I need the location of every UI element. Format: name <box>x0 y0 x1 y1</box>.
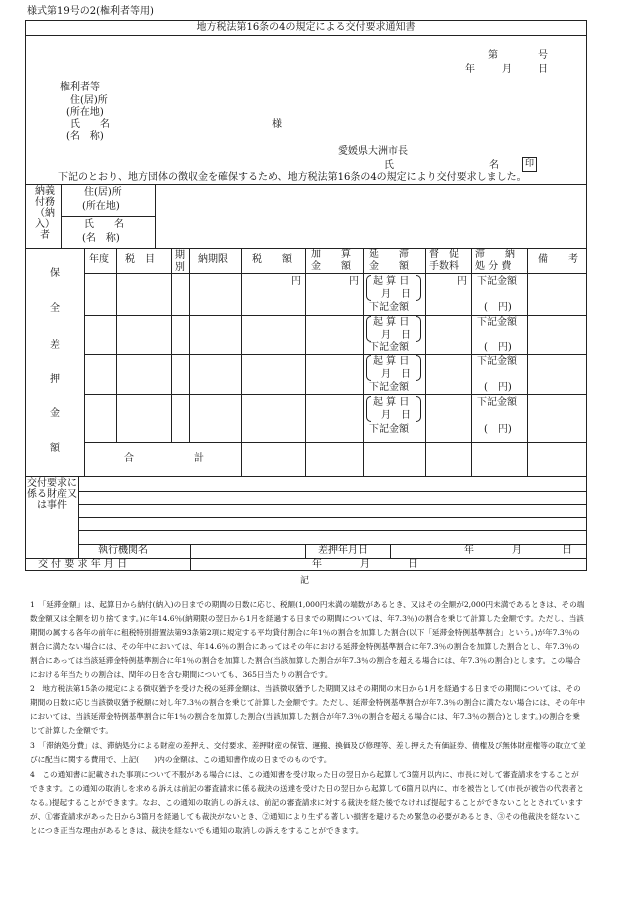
side-char-5: 金 <box>50 408 60 419</box>
col-entai-1: 延 滞 <box>369 249 409 260</box>
notes <box>30 598 586 838</box>
col-tokusoku-2: 手数料 <box>429 261 459 272</box>
row2-taino-yen: ( 円) <box>484 342 512 353</box>
col-tokusoku-1: 督 促 <box>429 249 459 260</box>
side-char-4: 押 <box>50 374 60 385</box>
col-noukigen: 納期限 <box>198 254 228 265</box>
obligor-label: 納義付務（納入）者 <box>35 186 55 241</box>
row4-taino-kakin: 下記金額 <box>477 397 517 408</box>
note-1: 1 「延滞金額」は、起算日から納付(納入)の日までの期間の日数に応じ、税額(1,000円未満の端数があるとき、又はその全額が2,000円未満であるときは、その端数金額又は全額を切り捨てます。)に年14.6％(納期限の翌日から1月を経過する日までの期間については、年7.3％)の割合を乗じて計算した金額です。ただし、当該期間の属する各年の前年に租税特別措置法第93条第2項に規定する平均貸付割合に年1％の割合を加算した割合(以下「延滞金特例基準割合」という。)が年7.3％の割合に満たない場合には、その年中においては、年14.6％の割合にあってはその年における延滞金特例基準割合に年7.3％の割合を加算した割合とし、年7.3％の割合にあっては当該延滞金特例基準割合に年1％の割合を加算した割合(当該加算した割合が年7.3％の割合を超える場合には、年7.3％の割合)とします。この場合における年当たりの割合は、閏年の日を含む期間についても、365日当たりの割合です。 <box>30 600 585 679</box>
sashiosae-year: 年 <box>464 545 474 556</box>
row3-taino-kakin: 下記金額 <box>477 356 517 367</box>
issuer-mei: 名 <box>489 160 499 171</box>
row4-kakin: 下記金額 <box>369 424 409 435</box>
ki-mark: 記 <box>300 576 310 586</box>
yen-tokusoku: 円 <box>457 276 467 287</box>
row2-kisan: 起 算 日 <box>373 317 410 328</box>
total-go: 合 <box>124 453 134 464</box>
row4-kisan: 起 算 日 <box>373 397 410 408</box>
row1-taino-kakin: 下記金額 <box>477 276 517 287</box>
issuer-title: 愛媛県大洲市長 <box>338 146 408 157</box>
col-nendo: 年度 <box>89 254 109 265</box>
row1-kakin: 下記金額 <box>369 302 409 313</box>
sashiosae-day: 日 <box>562 545 572 556</box>
request-date-label: 交 付 要 求 年 月 日 <box>38 559 128 570</box>
row1-gappi: 月 日 <box>381 289 411 300</box>
row1-kisan: 起 算 日 <box>373 276 410 287</box>
doc-no-go: 号 <box>538 50 548 61</box>
yen-zeigaku: 円 <box>291 276 301 287</box>
side-char-3: 差 <box>50 340 60 351</box>
date-year: 年 <box>465 64 475 75</box>
request-month: 月 <box>360 559 370 570</box>
note-3: 3 「滞納処分費」は、滞納処分による財産の差押え、交付要求、差押財産の保管、運搬、換価及び修理等、差し押えた有価証券、債権及び無体財産権等の取立て並びに配当に関する費用で、上記( )内の金額は、この通知書作成の日までのものです。 <box>30 741 586 764</box>
row1-taino-yen: ( 円) <box>484 302 512 313</box>
col-kasan-2: 金 額 <box>311 261 351 272</box>
sashiosae-label: 差押年月日 <box>318 545 368 556</box>
date-day: 日 <box>538 64 548 75</box>
date-month: 月 <box>502 64 512 75</box>
intro-text: 下記のとおり、地方団体の徴収金を確保するため、地方税法第16条の4の規定により交付要求しました。 <box>58 172 527 183</box>
form-title: 地方税法第16条の4の規定による交付要求通知書 <box>196 22 416 33</box>
col-zeimoku: 税 目 <box>125 254 155 265</box>
form-frame <box>25 20 587 571</box>
side-char-1: 保 <box>50 268 60 279</box>
note-4: 4 この通知書に記載された事項について不服がある場合には、この通知書を受け取った日の翌日から起算して3箇月以内に、市長に対して審査請求をすることができます。この通知の取消しを求める訴えは前記の審査請求に係る裁決の送達を受けた日の翌日から起算して6箇月以内に、市を被告として(市長が被告の代表者となる。)提起することができます。なお、この通知の取消しの訴えは、前記の審査請求に対する裁決を経た後でなければ提起することができないこととされていますが、①審査請求があった日から3箇月を経過しても裁決がないとき、②通知により生ずる著しい損害を避けるため緊急の必要があるとき、③その他裁決を経ないことにつき正当な理由があるときは、裁決を経ないでも通知の取消しの訴えをすることができます。 <box>30 769 584 835</box>
recipient-label: 権利者等 <box>60 82 100 93</box>
kikan-label: 執行機関名 <box>98 545 148 556</box>
sashiosae-month: 月 <box>512 545 522 556</box>
recipient-location-label: (所在地) <box>66 107 104 118</box>
recipient-corp-label: (名 称) <box>66 131 104 142</box>
issuer-shi: 氏 <box>384 160 394 171</box>
row3-gappi: 月 日 <box>381 369 411 380</box>
request-day: 日 <box>408 559 418 570</box>
row3-kakin: 下記金額 <box>369 382 409 393</box>
col-zeigaku: 税 額 <box>252 254 292 265</box>
col-taino-1: 滞 納 <box>475 249 515 260</box>
obligor-location-label: (所在地) <box>82 201 120 212</box>
obligor-name-label: 氏 名 <box>84 219 124 230</box>
row2-taino-kakin: 下記金額 <box>477 317 517 328</box>
yen-kasan: 円 <box>349 276 359 287</box>
obligor-address-label: 住(居)所 <box>84 187 122 198</box>
col-kasan-1: 加 算 <box>311 249 351 260</box>
row4-taino-yen: ( 円) <box>484 424 512 435</box>
seal-mark: 印 <box>522 157 537 172</box>
row2-gappi: 月 日 <box>381 330 411 341</box>
form-number: 様式第19号の2(権利者等用) <box>27 6 154 17</box>
side-char-6: 額 <box>50 443 60 454</box>
col-entai-2: 金 額 <box>369 261 409 272</box>
col-taino-2: 処 分 費 <box>475 261 512 272</box>
property-label: 交付要求に係る財産又は事件 <box>27 478 77 511</box>
recipient-address-label: 住(居)所 <box>70 95 108 106</box>
row4-gappi: 月 日 <box>381 410 411 421</box>
recipient-name-label: 氏 名 <box>70 119 110 130</box>
col-kibetsu: 期別 <box>175 250 185 273</box>
row3-taino-yen: ( 円) <box>484 382 512 393</box>
row2-kakin: 下記金額 <box>369 342 409 353</box>
note-2: 2 地方税法第15条の規定による徴収猶予を受けた税の延滞金額は、当該徴収猶予した期間又はその期間の末日から1月を経過する日までの期間については、その期間の日数に応じ当該徴収猶予税額に対し年7.3％の割合を乗じて計算した金額です。ただし、延滞金特例基準割合が年7.3％の割合に満たない場合には、その年中においては、当該延滞金特例基準割合に年1％の割合を加算した割合(当該加算した割合が年7.3％の割合を超える場合には、年7.3％の割合)とします。)の割合を乗じて計算した金額です。 <box>30 684 586 736</box>
total-kei: 計 <box>194 453 204 464</box>
obligor-corp-label: (名 称) <box>82 233 120 244</box>
row3-kisan: 起 算 日 <box>373 356 410 367</box>
request-year: 年 <box>312 559 322 570</box>
col-biko: 備 考 <box>538 254 578 265</box>
doc-no-dai: 第 <box>488 50 498 61</box>
recipient-honorific: 様 <box>272 119 282 130</box>
side-char-2: 全 <box>50 303 60 314</box>
